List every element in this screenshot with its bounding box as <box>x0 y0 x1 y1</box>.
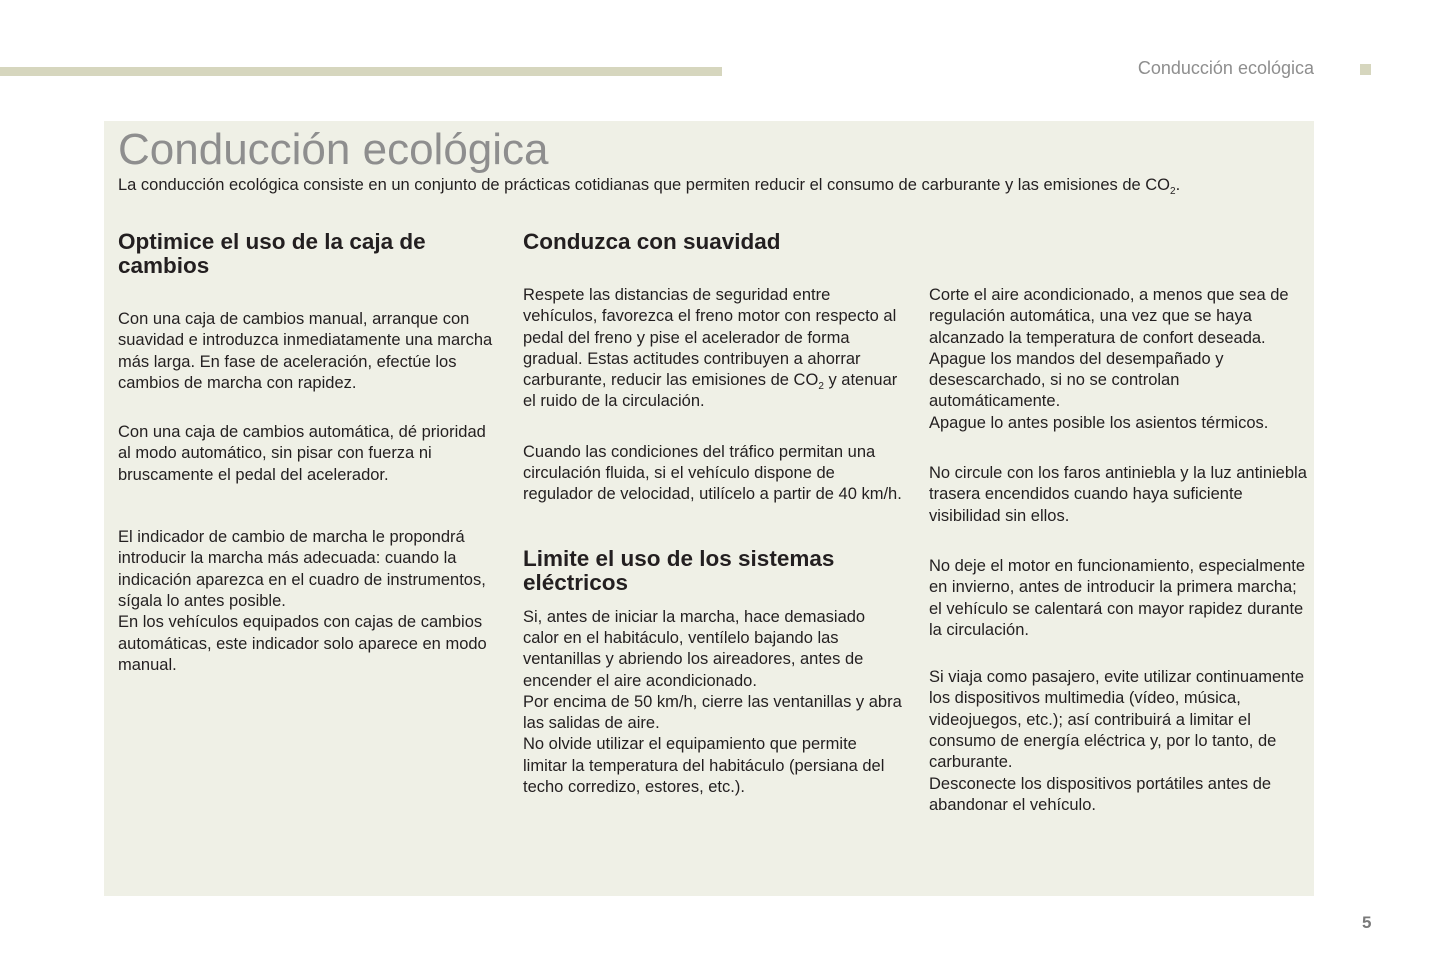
paragraph-safety-distance <box>523 285 903 413</box>
intro-end: . <box>1175 176 1181 194</box>
header-section-title: Conducción ecológica <box>1137 58 1314 78</box>
intro-main: La conducción ecológica consiste en un conjunto de prácticas cotidianas que permiten reducir el consumo de carburante y las emisiones de CO <box>118 176 1171 194</box>
page-number: 5 <box>1362 913 1372 932</box>
heading-gearbox: Optimice el uso de la caja de cambios <box>118 229 426 278</box>
co2-subscript: 2 <box>818 381 824 393</box>
paragraph-air-conditioning: Corte el aire acondicionado, a menos que sea de regulación automática, una vez que se haya alcanzado la temperatura de confort deseada. <box>929 286 1289 347</box>
paragraph-engine-idle: No deje el motor en funcionamiento, especialmente en invierno, antes de introducir la primera marcha; el vehículo se calentará con mayor rapidez durante la circulación. <box>929 556 1306 639</box>
paragraph-temperature-equipment: No olvide utilizar el equipamiento que permite limitar la temperatura del habitáculo (persiana del techo corredizo, estores, etc.). <box>523 735 885 797</box>
column-electrical-tips <box>929 285 1309 816</box>
paragraph-gear-indicator-auto: En los vehículos equipados con cajas de cambios automáticas, este indicador solo aparece en modo manual. <box>118 613 487 674</box>
intro-subscript: 2 <box>1170 186 1176 197</box>
paragraph-defrost: Apague los mandos del desempañado y desescarchado, si no se controlan automáticamente. <box>929 349 1224 411</box>
header-rule <box>0 67 722 76</box>
column-smooth-driving <box>523 230 903 798</box>
page-title: Conducción ecológica <box>118 125 549 174</box>
paragraph-automatic-gearbox: Con una caja de cambios automática, dé prioridad al modo automático, sin pisar con fuerza ni bruscamente el pedal del acelerador. <box>118 423 486 484</box>
safety-distance-end: y atenuar el ruido de la circulación. <box>523 371 898 411</box>
paragraph-gear-indicator: El indicador de cambio de marcha le propondrá introducir la marcha más adecuada: cuando la indicación aparezca en el cuadro de instrumentos, sígala lo antes posible. <box>118 528 486 610</box>
heading-smooth-driving: Conduzca con suavidad <box>523 229 781 254</box>
paragraph-cruise-control: Cuando las condiciones del tráfico permitan una circulación fluida, si el vehículo dispone de regulador de velocidad, utilícelo a partir de 40 km/h. <box>523 442 902 504</box>
heading-electrical-systems: Limite el uso de los sistemas eléctricos <box>523 545 835 595</box>
header-square-marker <box>1360 64 1371 75</box>
paragraph-ventilation: Si, antes de iniciar la marcha, hace demasiado calor en el habitáculo, ventílelo bajando las ventanillas y abriendo los aireadores, antes de encender el aire acondicionado. <box>523 607 866 690</box>
paragraph-windows: Por encima de 50 km/h, cierre las ventanillas y abra las salidas de aire. <box>523 692 902 733</box>
column-gearbox <box>118 230 498 676</box>
safety-distance-main: Respete las distancias de seguridad entre vehículos, favorezca el freno motor con respecto al pedal del freno y pise el acelerador de forma gradual. Estas actitudes contribuyen a ahorrar carburante, reducir las emisiones de CO <box>523 286 897 390</box>
paragraph-portable-devices: Desconecte los dispositivos portátiles antes de abandonar el vehículo. <box>929 774 1272 814</box>
paragraph-multimedia: Si viaja como pasajero, evite utilizar continuamente los dispositivos multimedia (vídeo, música, videojuegos, etc.); así contribuirá a limitar el consumo de energía eléctrica y, por lo tanto, de carburante. <box>929 668 1305 772</box>
paragraph-manual-gearbox: Con una caja de cambios manual, arranque con suavidad e introduzca inmediatamente una marcha más larga. En fase de aceleración, efectúe los cambios de marcha con rapidez. <box>118 310 493 392</box>
intro-text <box>118 175 1308 196</box>
paragraph-fog-lights: No circule con los faros antiniebla y la luz antiniebla trasera encendidos cuando haya suficiente visibilidad sin ellos. <box>929 464 1307 525</box>
paragraph-heated-seats: Apague lo antes posible los asientos térmicos. <box>929 413 1269 432</box>
